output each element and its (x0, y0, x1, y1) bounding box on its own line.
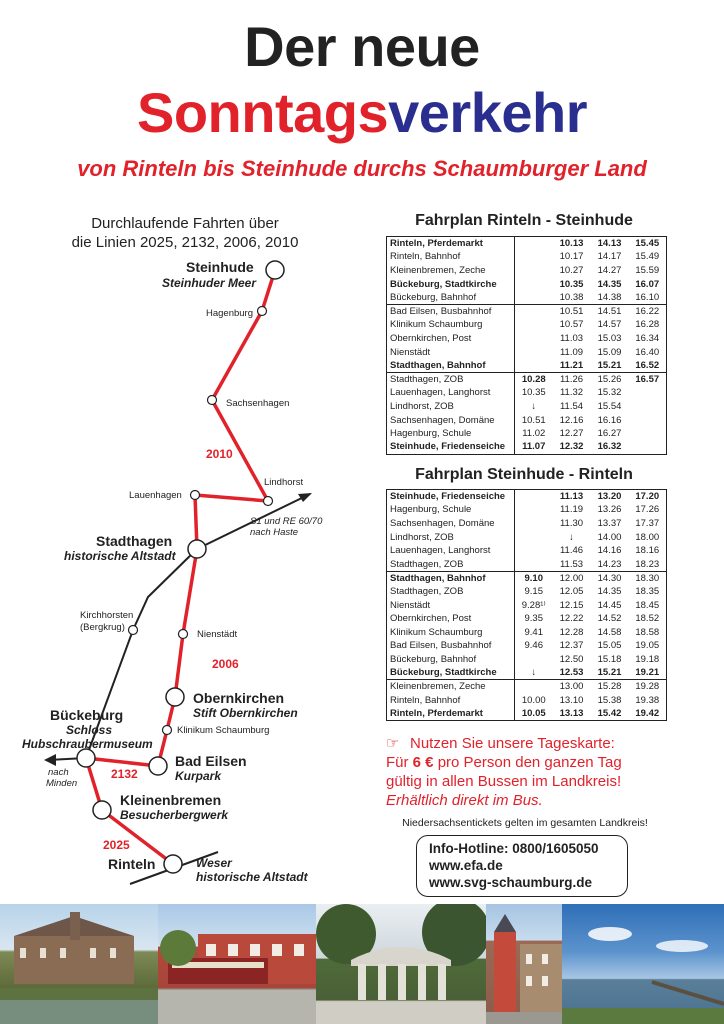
time-cell-3: 15.59 (635, 264, 660, 276)
time-cell-3 (629, 400, 667, 414)
early-time-cell: 10.35 (515, 386, 553, 400)
time-cell-3: 17.26 (635, 504, 660, 516)
time-cell-3: 16.52 (635, 359, 660, 371)
label-kleinenbremen: Kleinenbremen (120, 792, 222, 808)
timetable-row (387, 250, 667, 264)
stop-circle-hagenburg (258, 307, 267, 316)
time-cell-2: 15.28 (591, 680, 629, 694)
time-cell-2: 14.17 (597, 251, 622, 263)
photo-lake (562, 904, 724, 1024)
label-bueckeburg-sub-1: Schloss (66, 723, 113, 737)
arrow-minden-icon (44, 754, 56, 766)
label-obernkirchen-sub: Stift Obernkirchen (193, 706, 298, 720)
time-cell-2: 14.58 (597, 626, 622, 638)
oldtown-picture (486, 904, 562, 1024)
niedersachsen-note: Niedersachsentickets gelten im gesamten Landkreis! (402, 817, 648, 829)
label-rinteln-sub-2: historische Altstadt (196, 870, 308, 884)
time-cell-1: 12.27 (559, 428, 584, 440)
label-minden-note-1: nach (48, 767, 69, 778)
timetable-row (387, 345, 667, 359)
time-cell-2: 14.00 (597, 531, 622, 543)
hotline-box (416, 835, 628, 897)
stop-circle-badeilsen (149, 757, 167, 775)
hotline-link-efa[interactable]: www.efa.de (429, 858, 503, 873)
photo-monument (316, 904, 486, 1024)
stop-circle-klinikum (163, 726, 172, 735)
time-cell-3: 16.34 (635, 332, 660, 344)
time-cell-2: 14.57 (597, 319, 622, 331)
timetable-row (387, 332, 667, 346)
timetable-row (387, 359, 667, 373)
label-minden-note-2: Minden (46, 778, 78, 789)
label-badeilsen: Bad Eilsen (175, 753, 247, 769)
time-cell-3: 16.28 (635, 319, 660, 331)
station-cell: Steinhude, Friedenseiche (390, 441, 506, 453)
timetable-row (387, 291, 667, 305)
stop-circle-lindhorst (264, 497, 273, 506)
stop-circle-nienstaedt (179, 630, 188, 639)
time-cell-1: 11.53 (559, 558, 584, 570)
timetable-row (387, 571, 667, 585)
time-cell-1: 12.50 (559, 653, 584, 665)
time-cell-3 (629, 386, 667, 400)
time-cell-1: 12.05 (559, 585, 584, 597)
time-cell-2: 15.03 (597, 332, 622, 344)
photo-castle (0, 904, 158, 1024)
station-cell: Bückeburg, Stadtkirche (390, 278, 497, 290)
early-time-cell: 10.00 (515, 693, 553, 707)
time-cell-2: 15.26 (591, 372, 629, 386)
time-cell-3: 18.00 (635, 531, 660, 543)
label-nienstaedt: Nienstädt (197, 629, 238, 640)
time-cell-2: 16.27 (597, 428, 622, 440)
photo-station (158, 904, 316, 1024)
early-time-cell (515, 680, 553, 694)
time-cell-2: 14.45 (597, 599, 622, 611)
stop-circle-kirchhorsten (129, 626, 138, 635)
time-cell-2: 14.13 (597, 238, 622, 250)
time-cell-2: 14.16 (597, 545, 622, 557)
stop-circle-bueckeburg (77, 749, 95, 767)
timetable-row (387, 372, 667, 386)
station-cell: Hagenburg, Schule (390, 504, 472, 516)
station-cell: Rinteln, Bahnhof (390, 694, 461, 706)
timetable-2 (386, 489, 667, 721)
time-cell-1: 10.57 (559, 319, 584, 331)
time-cell-3 (629, 413, 667, 427)
photo-strip (0, 904, 724, 1024)
time-cell-3: 17.37 (635, 517, 660, 529)
title-line-2 (0, 80, 724, 145)
early-time-cell (515, 653, 553, 667)
subtitle: von Rinteln bis Steinhude durchs Schaumburger Land (77, 156, 647, 181)
monument-picture (316, 904, 486, 1024)
time-cell-2: 15.42 (597, 708, 622, 720)
map-caption-line-1: Durchlaufende Fahrten über (91, 215, 279, 232)
time-cell-1: 12.15 (559, 599, 584, 611)
line-number-2006: 2006 (212, 657, 239, 671)
stop-circle-lauenhagen (191, 491, 200, 500)
timetable-row (387, 693, 667, 707)
time-cell-3: 15.45 (635, 238, 660, 250)
label-obernkirchen: Obernkirchen (193, 690, 285, 706)
pointing-hand-icon: ☞ (386, 735, 400, 752)
early-time-cell: 9.46 (515, 639, 553, 653)
time-cell-3: 18.58 (635, 626, 660, 638)
time-cell-2: 14.35 (597, 278, 622, 290)
time-cell-1: 11.26 (553, 372, 591, 386)
time-cell-2: 15.05 (597, 640, 622, 652)
time-cell-1: 10.17 (559, 251, 584, 263)
time-cell-1: 11.21 (559, 359, 584, 371)
time-cell-1: 11.09 (559, 346, 584, 358)
early-time-cell (515, 237, 553, 251)
station-cell: Kleinenbremen, Zeche (390, 264, 486, 276)
timetable-row (387, 517, 667, 531)
label-lindhorst: Lindhorst (264, 477, 304, 488)
station-cell: Sachsenhagen, Domäne (390, 517, 495, 529)
early-time-cell (515, 318, 553, 332)
label-s1-note-2: nach Haste (250, 527, 299, 538)
time-cell-2: 15.18 (597, 653, 622, 665)
timetable-row (387, 666, 667, 680)
time-cell-2: 14.27 (597, 264, 622, 276)
time-cell-2: 15.09 (597, 346, 622, 358)
promo-line-4: Erhältlich direkt im Bus. (386, 792, 543, 809)
early-time-cell (515, 530, 553, 544)
timetable-1-heading: Fahrplan Rinteln - Steinhude (415, 212, 633, 229)
timetable-row (387, 264, 667, 278)
time-cell-2: 15.38 (597, 694, 622, 706)
early-time-cell: 11.02 (515, 427, 553, 441)
timetable-row (387, 530, 667, 544)
day-ticket-promo (386, 734, 686, 810)
station-cell: Nienstädt (390, 346, 431, 358)
time-cell-1: 12.53 (559, 667, 584, 679)
stop-circle-obernkirchen (166, 688, 184, 706)
stop-circle-kleinenbremen (93, 801, 111, 819)
timetable-row (387, 386, 667, 400)
time-cell-1: 12.28 (559, 626, 584, 638)
line-number-2010: 2010 (206, 447, 233, 461)
early-time-cell: 9.35 (515, 612, 553, 626)
timetable-row (387, 490, 667, 504)
time-cell-2: 14.30 (591, 571, 629, 585)
station-cell: Sachsenhagen, Domäne (390, 414, 495, 426)
station-cell: Stadthagen, Bahnhof (387, 571, 515, 585)
label-sachsenhagen: Sachsenhagen (226, 398, 290, 409)
time-cell-1: 10.13 (559, 238, 584, 250)
time-cell-3: 16.22 (629, 304, 667, 318)
label-badeilsen-sub: Kurpark (175, 769, 222, 783)
map-caption-line-2: die Linien 2025, 2132, 2006, 2010 (71, 234, 299, 251)
timetable-row (387, 585, 667, 599)
time-cell-1: ↓ (569, 531, 574, 543)
label-klinikum: Klinikum Schaumburg (177, 725, 270, 736)
time-cell-2: 14.52 (597, 613, 622, 625)
line-number-2025: 2025 (103, 838, 130, 852)
label-bueckeburg-sub-2: Hubschraubermuseum (22, 737, 153, 751)
early-time-cell: 10.28 (515, 372, 553, 386)
time-cell-2: 15.32 (597, 387, 622, 399)
promo-price: 6 € (412, 754, 434, 771)
early-time-cell: 10.05 (515, 707, 553, 721)
time-cell-3: 19.38 (635, 694, 660, 706)
station-cell: Bückeburg, Bahnhof (390, 653, 477, 665)
timetable-row (387, 318, 667, 332)
stop-circle-steinhude (266, 261, 284, 279)
promo-line-2 (386, 753, 686, 772)
station-cell: Nienstädt (390, 599, 431, 611)
timetable-row (387, 304, 667, 318)
station-cell: Lindhorst, ZOB (390, 531, 454, 543)
time-cell-3 (629, 427, 667, 441)
station-cell: Obernkirchen, Post (390, 613, 472, 625)
time-cell-3: 17.20 (635, 491, 660, 503)
time-cell-3: 18.52 (635, 613, 660, 625)
time-cell-1: 11.30 (559, 517, 584, 529)
early-time-cell: 9.10 (515, 571, 553, 585)
promo-line-1 (386, 734, 686, 753)
time-cell-2: 14.51 (591, 304, 629, 318)
early-time-cell (515, 304, 553, 318)
promo-line-2-pre: Für (386, 754, 413, 771)
station-cell: Stadthagen, ZOB (390, 585, 464, 597)
time-cell-3: 15.49 (635, 251, 660, 263)
early-time-cell (515, 544, 553, 558)
timetable-row (387, 413, 667, 427)
time-cell-3: 18.30 (629, 571, 667, 585)
label-rinteln-sub-1: Weser (196, 856, 232, 870)
time-cell-2: 13.20 (597, 491, 622, 503)
label-s1-note-1: S1 und RE 60/70 (250, 516, 323, 527)
early-time-cell: 9.41 (515, 625, 553, 639)
label-kleinenbremen-sub: Besucherbergwerk (120, 808, 229, 822)
time-cell-1: 10.38 (559, 291, 584, 303)
timetable-row (387, 277, 667, 291)
time-cell-2: 15.21 (597, 359, 622, 371)
station-cell: Stadthagen, Bahnhof (390, 359, 486, 371)
time-cell-3: 16.40 (635, 346, 660, 358)
timetable-row (387, 653, 667, 667)
early-time-cell (515, 345, 553, 359)
label-kirchhorsten-2: (Bergkrug) (80, 622, 125, 633)
timetable-row (387, 680, 667, 694)
station-cell: Bückeburg, Stadtkirche (390, 667, 497, 679)
early-time-cell: 11.07 (515, 440, 553, 454)
timetable-row (387, 707, 667, 721)
photo-oldtown (486, 904, 562, 1024)
station-picture (158, 904, 316, 1024)
label-steinhude: Steinhude (186, 259, 254, 275)
time-cell-2: 16.16 (597, 414, 622, 426)
station-cell: Hagenburg, Schule (390, 428, 472, 440)
station-cell: Steinhude, Friedenseiche (390, 491, 506, 503)
time-cell-1: 12.00 (553, 571, 591, 585)
station-cell: Stadthagen, ZOB (387, 372, 515, 386)
early-time-cell (515, 332, 553, 346)
label-stadthagen-sub: historische Altstadt (64, 549, 176, 563)
time-cell-3: 19.21 (635, 667, 660, 679)
time-cell-1: 11.03 (559, 332, 584, 344)
early-time-cell: 9.15 (515, 585, 553, 599)
timetable-row (387, 503, 667, 517)
time-cell-1: 10.51 (553, 304, 591, 318)
time-cell-1: 10.35 (559, 278, 584, 290)
time-cell-2: 16.32 (597, 441, 622, 453)
station-cell: Lauenhagen, Langhorst (390, 545, 491, 557)
time-cell-2: 14.35 (597, 585, 622, 597)
station-cell: Klinikum Schaumburg (390, 319, 483, 331)
time-cell-1: 13.10 (559, 694, 584, 706)
title-line-1: Der neue (244, 15, 480, 78)
timetable-1 (386, 236, 667, 455)
time-cell-3: 19.18 (635, 653, 660, 665)
station-cell: Obernkirchen, Post (390, 332, 472, 344)
timetable-row (387, 544, 667, 558)
time-cell-3: 19.05 (635, 640, 660, 652)
time-cell-3: 18.35 (635, 585, 660, 597)
early-time-cell: ↓ (515, 400, 553, 414)
station-cell: Bad Eilsen, Busbahnhof (387, 304, 515, 318)
time-cell-1: 12.22 (559, 613, 584, 625)
station-cell: Klinikum Schaumburg (390, 626, 483, 638)
promo-line-2-post: pro Person den ganzen Tag (433, 754, 622, 771)
early-time-cell (515, 503, 553, 517)
timetable-row (387, 557, 667, 571)
time-cell-2: 14.38 (597, 291, 622, 303)
hotline-phone: Info-Hotline: 0800/1605050 (429, 841, 599, 856)
lake-picture (562, 904, 724, 1024)
early-time-cell (515, 291, 553, 305)
early-time-cell (515, 490, 553, 504)
time-cell-3: 16.10 (635, 291, 660, 303)
station-cell: Rinteln, Bahnhof (390, 251, 461, 263)
early-time-cell: 9.28¹⁾ (515, 598, 553, 612)
label-bueckeburg: Bückeburg (50, 707, 124, 723)
time-cell-2: 14.23 (597, 558, 622, 570)
station-cell: Bückeburg, Bahnhof (390, 291, 477, 303)
label-hagenburg: Hagenburg (206, 308, 254, 319)
time-cell-3: 18.16 (635, 545, 660, 557)
station-cell: Lindhorst, ZOB (390, 400, 454, 412)
timetable-2-heading: Fahrplan Steinhude - Rinteln (415, 466, 633, 483)
time-cell-2: 13.26 (597, 504, 622, 516)
early-time-cell (515, 359, 553, 373)
hotline-link-svg[interactable]: www.svg-schaumburg.de (429, 875, 593, 890)
time-cell-1: 12.37 (559, 640, 584, 652)
time-cell-3: 19.28 (629, 680, 667, 694)
timetable-row (387, 625, 667, 639)
label-steinhude-sub: Steinhuder Meer (162, 276, 257, 290)
time-cell-1: 12.32 (559, 441, 584, 453)
title-blue-part: verkehr (388, 81, 587, 144)
time-cell-3: 18.23 (635, 558, 660, 570)
timetable-row (387, 427, 667, 441)
timetable-row (387, 598, 667, 612)
time-cell-1: 11.46 (559, 545, 584, 557)
timetable-row (387, 237, 667, 251)
label-rinteln: Rinteln (108, 856, 156, 872)
time-cell-1: 11.32 (559, 387, 584, 399)
early-time-cell (515, 250, 553, 264)
time-cell-3 (629, 440, 667, 454)
label-stadthagen: Stadthagen (96, 533, 173, 549)
timetable-row (387, 639, 667, 653)
early-time-cell (515, 557, 553, 571)
time-cell-1: 11.54 (559, 400, 584, 412)
label-kirchhorsten-1: Kirchhorsten (80, 610, 134, 621)
station-cell: Rinteln, Pferdemarkt (390, 708, 483, 720)
stop-circle-stadthagen (188, 540, 206, 558)
station-cell: Kleinenbremen, Zeche (387, 680, 515, 694)
time-cell-2: 13.37 (597, 517, 622, 529)
time-cell-2: 15.54 (597, 400, 622, 412)
early-time-cell: ↓ (515, 666, 553, 680)
title-red-part: Sonntags (137, 81, 389, 144)
timetable-row (387, 612, 667, 626)
station-cell: Stadthagen, ZOB (390, 558, 464, 570)
time-cell-1: 12.16 (559, 414, 584, 426)
time-cell-1: 13.13 (559, 708, 584, 720)
time-cell-3: 19.42 (635, 708, 660, 720)
time-cell-2: 15.21 (597, 667, 622, 679)
station-cell: Bad Eilsen, Busbahnhof (390, 640, 492, 652)
time-cell-1: 10.27 (559, 264, 584, 276)
promo-line-1-text: Nutzen Sie unsere Tageskarte: (410, 735, 615, 752)
promo-line-3: gültig in allen Bussen im Landkreis! (386, 773, 622, 790)
time-cell-3: 16.57 (629, 372, 667, 386)
line-number-2132: 2132 (111, 767, 138, 781)
station-cell: Lauenhagen, Langhorst (390, 387, 491, 399)
early-time-cell (515, 517, 553, 531)
time-cell-1: 11.13 (559, 491, 584, 503)
station-cell: Rinteln, Pferdemarkt (390, 238, 483, 250)
map-caption (40, 214, 330, 252)
early-time-cell (515, 277, 553, 291)
arrow-haste-icon (298, 493, 312, 502)
label-lauenhagen: Lauenhagen (129, 490, 182, 501)
castle-picture (0, 904, 158, 1024)
time-cell-3: 18.45 (635, 599, 660, 611)
early-time-cell (515, 264, 553, 278)
time-cell-1: 13.00 (553, 680, 591, 694)
timetable-row (387, 400, 667, 414)
early-time-cell: 10.51 (515, 413, 553, 427)
stop-circle-sachsenhagen (208, 396, 217, 405)
time-cell-1: 11.19 (559, 504, 584, 516)
stop-circle-rinteln (164, 855, 182, 873)
timetable-row (387, 440, 667, 454)
time-cell-3: 16.07 (635, 278, 660, 290)
